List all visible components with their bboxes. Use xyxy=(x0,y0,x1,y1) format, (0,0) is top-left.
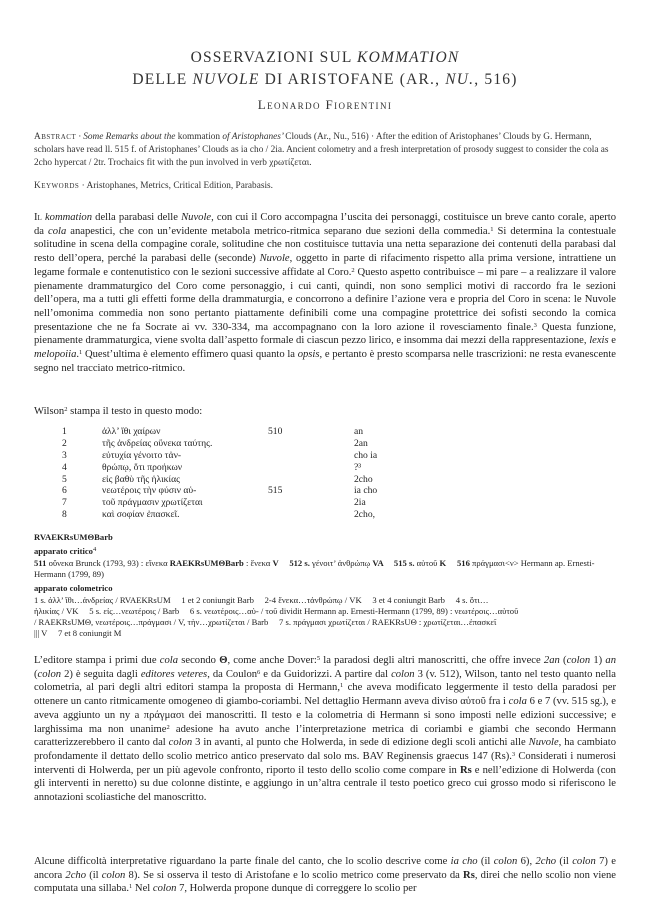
greek-verse: εἰς βαθὺ τῆς ἡλικίας xyxy=(102,473,180,485)
para-text: Rs xyxy=(459,764,472,776)
para-text: 2cho xyxy=(535,856,557,867)
para-text: che aveva modificato leggermente il testo della paradosi per ottenere un canto ritmicamente omogeneo di giambo-coriambi. Nel dettaglio Hermann aveva diviso αὑτοῦ fra i xyxy=(34,682,616,708)
line-number: 8 xyxy=(62,509,67,521)
para-text: kommation xyxy=(44,212,93,223)
para-text: (il xyxy=(556,856,573,867)
para-text: Rs xyxy=(463,869,475,881)
line-number: 1 xyxy=(62,426,67,437)
apparatus-colometrico-heading xyxy=(34,583,616,594)
para-text: colon xyxy=(37,668,62,680)
app-text: πράγμασι<ν> xyxy=(472,558,519,568)
para-text: 2an xyxy=(543,655,560,666)
para-text: Wilson xyxy=(34,406,65,417)
poem-line xyxy=(62,438,582,450)
metre-label: cho ia xyxy=(354,449,378,461)
paragraph-3 xyxy=(34,855,616,896)
poem-line xyxy=(62,485,582,497)
footnote-ref[interactable]: 2 xyxy=(166,723,170,731)
app-line: / RAEKRsUMΘ, νεωτέροις…πράγμασι / V, τὴν…χρωτίζεται / Barb 7 s. πράγμασι χρωτίζεται / RAEKRsUΘ : χρωτίζεται…ἐπασκεῖ xyxy=(34,616,497,627)
greek-verse: τοῦ πράγμασιν χρωτίζεται xyxy=(102,497,203,509)
para-text: , come anche Dover: xyxy=(227,655,317,666)
para-text: , oggetto in parte di rifacimento rispetto alla prima versione, intrattiene un legame formale e contenutistico con le sezioni successive affidate al Coro. xyxy=(34,253,617,278)
sigla: RVAEKRsUMΘBarb xyxy=(34,532,113,542)
para-text: lexis xyxy=(589,335,609,347)
para-text: ia cho xyxy=(450,856,478,867)
app-text: οὕνεκα Brunck (1793, 93) : εἵνεκα xyxy=(48,558,170,568)
app-text: V xyxy=(272,558,279,568)
para-text: Θ xyxy=(219,655,228,666)
para-text: 3 (v. 512), Wilson, tanto nel testo quanto nella colometria, al pari degli altri editori stampa la proposta di Hermann, xyxy=(34,668,616,694)
greek-text-table xyxy=(62,426,582,521)
para-text: cola xyxy=(159,655,179,666)
greek-verse: εὐτυχία γένοιτο τἀν- xyxy=(102,449,182,461)
para-text: 2cho xyxy=(65,869,87,881)
footnote-ref[interactable]: 2 xyxy=(64,406,68,413)
para-text: , ha cambiato profondamente il dettato dello scolio metrico antico preservato dal solo ms. BAV Reginensis graecus 147 (Rs). xyxy=(34,737,616,762)
app-text: αὑτοῦ xyxy=(416,558,440,568)
para-text: 7) e ancora xyxy=(34,856,617,881)
verse-reference: 515 xyxy=(268,485,283,497)
para-text: Nuvole xyxy=(528,737,559,749)
footnote-ref[interactable]: 3 xyxy=(511,750,516,758)
app-line: ἡλικίας / VK 5 s. εἰς…νεωτέροις / Barb 6 s. νεωτέροις…αὑ- / τοῦ dividit Hermann ap. Ernesti-Hermann (1799, 89) : νεωτέροις…αὑτοῦ xyxy=(34,605,519,616)
app-text: K xyxy=(439,558,447,568)
greek-verse: θρώπῳ, ὅτι προήκων xyxy=(102,461,183,473)
keywords-text: · Aristophanes, Metrics, Critical Edition, Parabasis. xyxy=(79,181,273,191)
poem-line xyxy=(62,474,582,486)
apparatus-label: apparato colometrico xyxy=(34,583,113,593)
greek-verse: καὶ σοφίαν ἐπασκεῖ. xyxy=(102,509,180,521)
title-text: OSSERVAZIONI SUL xyxy=(190,49,358,66)
para-text: ( xyxy=(559,655,567,666)
abstract-text: kommation xyxy=(177,132,221,142)
app-text: RAEKRsUMΘBarb xyxy=(169,558,244,568)
para-text: colon xyxy=(168,737,193,749)
poem-line xyxy=(62,426,582,438)
abstract-text: Clouds xyxy=(285,132,312,142)
app-line: 1 s. ἀλλ’ ἴθι…ἀνδρείας / RVAEKRsUM 1 et 2 coniungit Barb 2-4 ἕνεκα…τἀνθρώπῳ / VK 3 et 4 coniungit Barb 4 s. ὅτι… xyxy=(34,595,489,605)
para-text: e da Guidorizzi. A partire dal xyxy=(260,668,392,680)
para-text: 8). Se si osserva il testo di Aristofane e lo scolio metrico come preservato da xyxy=(125,869,464,881)
para-text: ( xyxy=(34,668,38,680)
app-text: γένοιτ’ ἀνθρώπῳ xyxy=(312,558,373,568)
line-number: 3 xyxy=(62,449,67,461)
footnote-ref[interactable]: 5 xyxy=(316,655,321,662)
para-text: 2) è seguita dagli xyxy=(61,668,141,680)
metre-label: an xyxy=(354,426,364,437)
para-text: 3 in avanti, al punto che Holwerda, in sede di edizione degli scoli antichi alle xyxy=(192,737,529,749)
para-text: secondo xyxy=(178,655,220,666)
para-text: la paradosi degli altri manoscritti, che offre invece xyxy=(320,655,544,666)
abstract-text: of Aristophanes’ xyxy=(220,132,286,142)
app-text: Hermann ap. Ernesti-Hermann (1799, 89) xyxy=(34,558,595,579)
title-text: DELLE xyxy=(132,71,193,88)
para-text: adesione ha avuto anche l’interpretazione metrica di coriambi e giambi che secondo Hermann caratterizzerebbero il canto dal xyxy=(34,723,616,749)
para-text: 6 e 7 (vv. 515 sg.), e aveva aggiunto un ny a πράγμασι dei manoscritti. Il testo e la colometria di Hermann si sono imposti nelle edizioni successive; e larghissima ma non unanime xyxy=(34,696,616,735)
metre-label: ia cho xyxy=(354,485,378,497)
abstract-label: Abstract xyxy=(34,132,77,142)
title-italic: NUVOLE xyxy=(192,71,260,88)
para-text: e xyxy=(608,335,616,347)
para-text: Questo aspetto contribuisce – mi pare – a realizzare il valore pienamente drammaturgico del Coro come personaggio, i cui canti, quindi, non sono semplici motivi di raccordo fra le sezioni dell’opera, ma a tutti gli effetti forme della drammaturgia, e concorrono a definire l’azione vera e propria del Coro in scena: le Nuvole nell’omonima commedia non sono pertanto piattamente definibili come una compagine protettrice dei sofisti secondo la comica presentazione che ne fa Socrate ai vv. 330-334, ma accompagnano con la loro azione il rovesciamento finale. xyxy=(34,266,616,333)
para-text: , con cui il Coro accompagna l’uscita dei personaggi, costituisce un breve canto corale, aperto da xyxy=(34,212,617,237)
paragraph-1 xyxy=(34,211,616,375)
metre-label: 2cho, xyxy=(354,509,376,521)
metre-label: ?³ xyxy=(354,461,362,473)
para-text: Considerati i numerosi interventi di Holwerda, per un più agevole confronto, riporto il testo dello scolio come compare in xyxy=(34,750,616,776)
app-line: ||| V 7 et 8 coniungit M xyxy=(34,627,122,638)
para-text: 1) xyxy=(590,655,606,666)
wilson-intro xyxy=(34,405,616,419)
para-text: an xyxy=(605,655,616,666)
para-text: Nuvole xyxy=(259,253,290,265)
line-number: 4 xyxy=(62,461,67,473)
footnote-ref[interactable]: 1 xyxy=(339,682,344,690)
para-text: opsis xyxy=(297,349,320,361)
apparatus-sigla xyxy=(34,532,616,543)
app-text: 516 xyxy=(446,558,473,568)
para-text: Quest’ultima è elemento effimero quasi quanto la xyxy=(82,349,298,361)
para-text: , direi che nello scolio non viene computata una sillaba. xyxy=(34,869,616,895)
para-text: , e pertanto è presto scomparsa nelle trascrizioni: ne resta evanescente segno nel tracciato metrico-ritmico. xyxy=(34,349,616,374)
para-text: , da Coulon xyxy=(207,668,258,680)
author-name: Leonardo Fiorentini xyxy=(257,97,393,112)
para-text: Si determina la contestuale solitudine in scena della compagine corale, solitudine che non costituisce tuttavia una netta separazione dei contenuti della parabasi dal resto dell’opera, perché la parabasi delle (seconde) xyxy=(34,225,616,265)
poem-line xyxy=(62,509,582,521)
para-text: colon xyxy=(493,856,518,867)
para-text: (il xyxy=(86,869,102,881)
para-text: L’editore stampa i primi due xyxy=(34,655,160,666)
line-number: 7 xyxy=(62,497,67,509)
para-text: Nel xyxy=(132,883,153,895)
poem-line xyxy=(62,462,582,474)
para-text: Il xyxy=(34,212,45,223)
greek-verse: νεωτέροις τὴν φύσιν αὑ- xyxy=(102,485,197,497)
footnote-ref[interactable]: 1 xyxy=(79,349,83,357)
greek-verse: ἀλλ’ ἴθι χαίρων xyxy=(102,426,161,437)
app-text: 512 s. xyxy=(278,558,313,568)
para-text: stampa il testo in questo modo: xyxy=(67,406,203,417)
para-text: Nuvole xyxy=(181,212,212,223)
title-italic: KOMMATION xyxy=(357,49,460,66)
line-number: 6 xyxy=(62,485,67,497)
para-text: della parabasi delle xyxy=(92,212,182,223)
apparatus-critico xyxy=(34,558,616,580)
para-text: colon xyxy=(391,668,415,680)
para-text: Questa funzione, pienamente drammaturgica, viene svolta dall’aspetto formale di ciascun pezzo lirico, e insomma dai mezzi della rappresentazione, xyxy=(34,321,616,347)
keywords xyxy=(34,180,616,193)
apparatus-critico-heading xyxy=(34,546,616,557)
para-text: 7, Holwerda propone dunque di correggere lo scolio per xyxy=(176,883,417,895)
line-number: 2 xyxy=(62,437,67,449)
footnote-ref[interactable]: 3 xyxy=(533,321,537,329)
paragraph-2 xyxy=(34,654,616,805)
footnote-ref[interactable]: 6 xyxy=(257,668,261,676)
para-text: (il xyxy=(477,856,494,867)
metre-label: 2cho xyxy=(354,473,373,485)
para-text: e nell’edizione di Holwerda (con gli interventi in neretto) su due colonne distinte, e aggiungo in un’altra centrale il testo poetico greco cui grosso modo si riferiscono le annotazioni scoliastiche del manoscritto. xyxy=(34,764,616,804)
para-text: . xyxy=(76,349,80,361)
para-text: colon xyxy=(152,883,177,895)
poem-line xyxy=(62,497,582,509)
footnote-ref[interactable]: 2 xyxy=(351,266,355,274)
footnote-ref[interactable]: 1 xyxy=(490,225,494,233)
abstract-text: · Some Remarks about the xyxy=(76,132,178,142)
title-italic: NU. xyxy=(445,71,475,88)
article-title-line-1 xyxy=(0,49,650,67)
para-text: anapestici, che con un’evidente metabola metrico-ritmica separano due sezioni della commedia. xyxy=(66,225,491,237)
keywords-label: Keywords xyxy=(34,181,80,191)
apparatus-colometrico xyxy=(34,595,616,639)
abstract xyxy=(34,131,616,170)
para-text: cola xyxy=(48,225,67,237)
para-text: colon xyxy=(572,856,596,867)
poem-line xyxy=(62,450,582,462)
para-text: 6), xyxy=(517,856,536,867)
metre-label: 2ia xyxy=(354,497,366,509)
app-text: 511 xyxy=(34,558,49,568)
title-text: DI ARISTOFANE (AR., xyxy=(259,71,446,88)
abstract-text: . Trochaics fit with the pun involved in verb χρωτίζεται. xyxy=(103,158,312,168)
title-text: , 516) xyxy=(474,71,518,88)
para-text: cola xyxy=(508,696,527,708)
para-text: melopoiia xyxy=(34,349,77,361)
abstract-text: (Ar., Nu., 516) · After the edition of Aristophanes’ Clouds by G. Hermann, scholars have read ll. 515 f. of Aristophanes’ Clouds as ia cho / 2ia. Ancient colometry and a fresh interpretation of prosody suggest to consider the cola as 2cho hypercat / 2tr xyxy=(34,132,609,168)
line-number: 5 xyxy=(62,473,67,485)
app-text: VA xyxy=(372,558,384,568)
para-text: colon xyxy=(566,655,591,666)
para-text: Alcune difficoltà interpretative riguardano la parte finale del canto, che lo scolio descrive come xyxy=(34,856,451,867)
footnote-ref[interactable]: 4 xyxy=(92,546,97,553)
metre-label: 2an xyxy=(354,437,368,449)
verse-reference: 510 xyxy=(268,426,283,437)
para-text: editores veteres xyxy=(140,668,208,680)
footnote-ref[interactable]: 1 xyxy=(129,883,133,891)
app-text: 515 s. xyxy=(383,558,417,568)
para-text: colon xyxy=(101,869,126,881)
greek-verse: τῆς ἀνδρείας οὕνεκα ταύτης. xyxy=(102,437,213,449)
article-title-line-2 xyxy=(0,71,650,89)
apparatus-label: apparato critico xyxy=(34,546,93,556)
app-text: : ἕνεκα xyxy=(243,558,273,568)
